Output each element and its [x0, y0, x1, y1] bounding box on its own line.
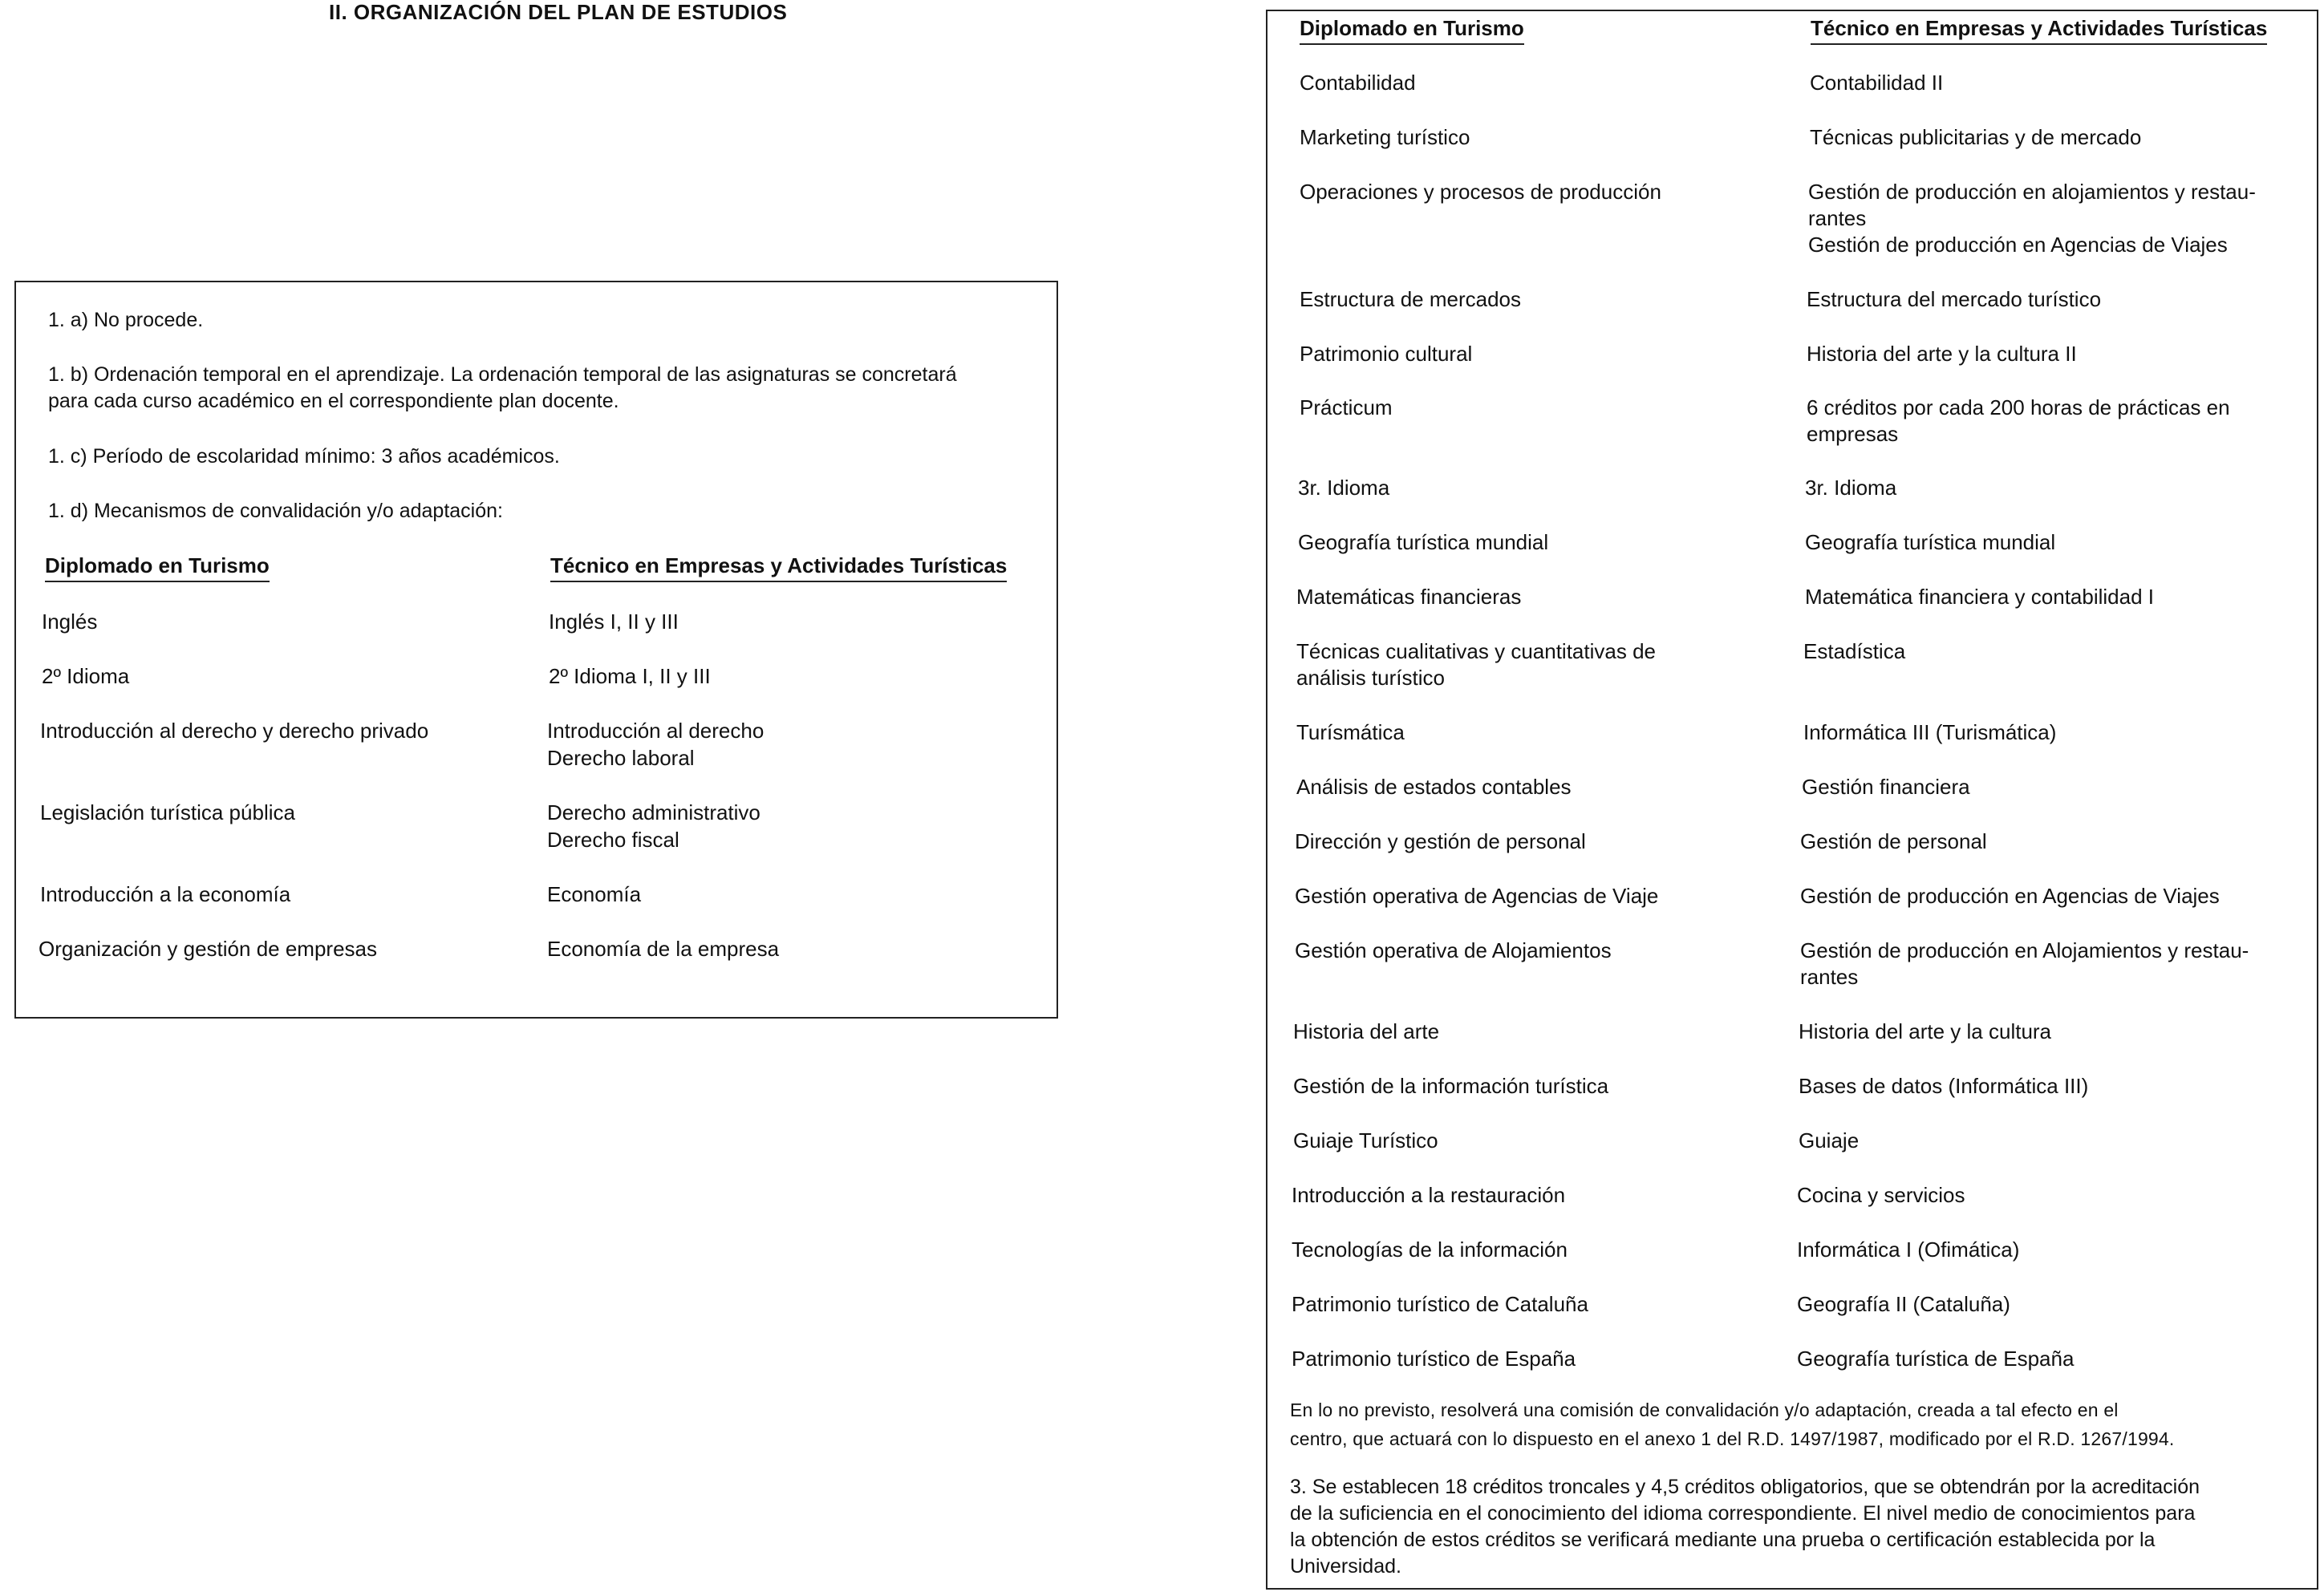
left-column-header-tecnico: Técnico en Empresas y Actividades Turísticas [550, 553, 1007, 582]
right-column-header-tecnico: Técnico en Empresas y Actividades Turísticas [1811, 16, 2267, 45]
left-row-6-tecnico: Economía de la empresa [547, 937, 780, 961]
right-row-17-tecnico: Bases de datos (Informática III) [1799, 1074, 2089, 1098]
right-row-15-diplomado: Gestión operativa de Alojamientos [1295, 938, 1612, 962]
item-1d: 1. d) Mecanismos de convalidación y/o adaptación: [48, 500, 503, 522]
right-row-3-tecnico: Gestión de producción en alojamientos y restau- [1808, 180, 2256, 204]
item-1b-line2: para cada curso académico en el correspondiente plan docente. [48, 390, 619, 412]
right-row-11-tecnico: Informática III (Turismática) [1803, 720, 2057, 744]
left-column-header-diplomado: Diplomado en Turismo [45, 553, 270, 582]
left-row-1-diplomado: Inglés [42, 610, 98, 634]
right-row-16-diplomado: Historia del arte [1293, 1019, 1440, 1043]
right-row-19-tecnico: Cocina y servicios [1797, 1183, 1965, 1207]
right-row-2-tecnico: Técnicas publicitarias y de mercado [1810, 125, 2142, 149]
right-row-6-tecnico-line2: empresas [1807, 422, 1899, 446]
left-row-4-tecnico-line2: Derecho fiscal [547, 828, 679, 852]
right-row-20-diplomado: Tecnologías de la información [1292, 1238, 1568, 1262]
right-row-10-diplomado: Técnicas cualitativas y cuantitativas de [1296, 639, 1656, 663]
right-row-2-diplomado: Marketing turístico [1300, 125, 1470, 149]
right-row-15-tecnico: Gestión de producción en Alojamientos y restau- [1800, 938, 2249, 962]
right-row-19-diplomado: Introducción a la restauración [1292, 1183, 1566, 1207]
right-row-7-tecnico: 3r. Idioma [1805, 476, 1897, 500]
footnote-line2: centro, que actuará con lo dispuesto en el anexo 1 del R.D. 1497/1987, modificado por el R.D. 1267/1994. [1290, 1428, 2175, 1449]
right-column-header-diplomado: Diplomado en Turismo [1300, 16, 1524, 45]
right-row-14-diplomado: Gestión operativa de Agencias de Viaje [1295, 884, 1659, 908]
item-1a: 1. a) No procede. [48, 309, 204, 331]
left-row-5-tecnico: Economía [547, 882, 642, 906]
left-row-1-tecnico: Inglés I, II y III [549, 610, 679, 634]
right-row-20-tecnico: Informática I (Ofimática) [1797, 1238, 2020, 1262]
right-section-box [1266, 10, 2318, 1590]
right-row-5-tecnico: Historia del arte y la cultura II [1807, 342, 2077, 366]
left-row-2-diplomado: 2º Idioma [42, 664, 130, 688]
page-title: II. ORGANIZACIÓN DEL PLAN DE ESTUDIOS [329, 0, 788, 24]
right-row-6-diplomado: Prácticum [1300, 395, 1393, 419]
right-row-7-diplomado: 3r. Idioma [1298, 476, 1390, 500]
right-row-4-diplomado: Estructura de mercados [1300, 287, 1522, 311]
right-row-17-diplomado: Gestión de la información turística [1293, 1074, 1609, 1098]
item-1b-line1: 1. b) Ordenación temporal en el aprendizaje. La ordenación temporal de las asignaturas se concretará [48, 363, 957, 386]
right-row-12-tecnico: Gestión financiera [1802, 775, 1970, 799]
right-row-11-diplomado: Turísmática [1296, 720, 1405, 744]
right-row-21-tecnico: Geografía II (Cataluña) [1797, 1292, 2010, 1316]
item-1c: 1. c) Período de escolaridad mínimo: 3 años académicos. [48, 445, 560, 468]
right-row-10-tecnico: Estadística [1803, 639, 1906, 663]
right-row-10-diplomado-line2: análisis turístico [1296, 666, 1445, 690]
left-row-5-diplomado: Introducción a la economía [40, 882, 291, 906]
left-row-4-tecnico: Derecho administrativo [547, 800, 760, 824]
left-row-6-diplomado: Organización y gestión de empresas [39, 937, 378, 961]
item-3-line1: 3. Se establecen 18 créditos troncales y 4,5 créditos obligatorios, que se obtendrán por la acreditación [1290, 1476, 2200, 1498]
right-row-1-diplomado: Contabilidad [1300, 71, 1416, 95]
left-row-3-tecnico: Introducción al derecho [547, 719, 765, 743]
right-row-1-tecnico: Contabilidad II [1810, 71, 1944, 95]
left-row-3-tecnico-line2: Derecho laboral [547, 746, 695, 770]
right-row-5-diplomado: Patrimonio cultural [1300, 342, 1473, 366]
right-row-4-tecnico: Estructura del mercado turístico [1807, 287, 2102, 311]
left-section-box [14, 281, 1058, 1019]
right-row-22-tecnico: Geografía turística de España [1797, 1347, 2075, 1371]
item-3-line3: la obtención de estos créditos se verificará mediante una prueba o certificación establecida por la [1290, 1529, 2156, 1551]
item-3-line4: Universidad. [1290, 1555, 1401, 1578]
right-row-8-tecnico: Geografía turística mundial [1805, 530, 2056, 554]
right-row-18-tecnico: Guiaje [1799, 1128, 1860, 1152]
right-row-3-tecnico-line2: rantes [1808, 206, 1867, 230]
left-row-2-tecnico: 2º Idioma I, II y III [549, 664, 711, 688]
right-row-13-diplomado: Dirección y gestión de personal [1295, 829, 1586, 853]
right-row-8-diplomado: Geografía turística mundial [1298, 530, 1549, 554]
right-row-21-diplomado: Patrimonio turístico de Cataluña [1292, 1292, 1588, 1316]
right-row-9-tecnico: Matemática financiera y contabilidad I [1805, 585, 2155, 609]
left-row-4-diplomado: Legislación turística pública [40, 800, 295, 824]
right-row-15-tecnico-line2: rantes [1800, 965, 1859, 989]
right-row-6-tecnico: 6 créditos por cada 200 horas de prácticas en [1807, 395, 2230, 419]
right-row-13-tecnico: Gestión de personal [1800, 829, 1987, 853]
footnote-line1: En lo no previsto, resolverá una comisión de convalidación y/o adaptación, creada a tal efecto en el [1290, 1400, 2119, 1420]
right-row-9-diplomado: Matemáticas financieras [1296, 585, 1522, 609]
right-row-22-diplomado: Patrimonio turístico de España [1292, 1347, 1576, 1371]
right-row-18-diplomado: Guiaje Turístico [1293, 1128, 1438, 1152]
right-row-3-tecnico-line3: Gestión de producción en Agencias de Viajes [1808, 233, 2228, 257]
right-row-14-tecnico: Gestión de producción en Agencias de Viajes [1800, 884, 2220, 908]
left-row-3-diplomado: Introducción al derecho y derecho privado [40, 719, 429, 743]
right-row-12-diplomado: Análisis de estados contables [1296, 775, 1572, 799]
item-3-line2: de la suficiencia en el conocimiento del idioma correspondiente. El nivel medio de conocimientos para [1290, 1502, 2196, 1525]
right-row-16-tecnico: Historia del arte y la cultura [1799, 1019, 2052, 1043]
right-row-3-diplomado: Operaciones y procesos de producción [1300, 180, 1661, 204]
